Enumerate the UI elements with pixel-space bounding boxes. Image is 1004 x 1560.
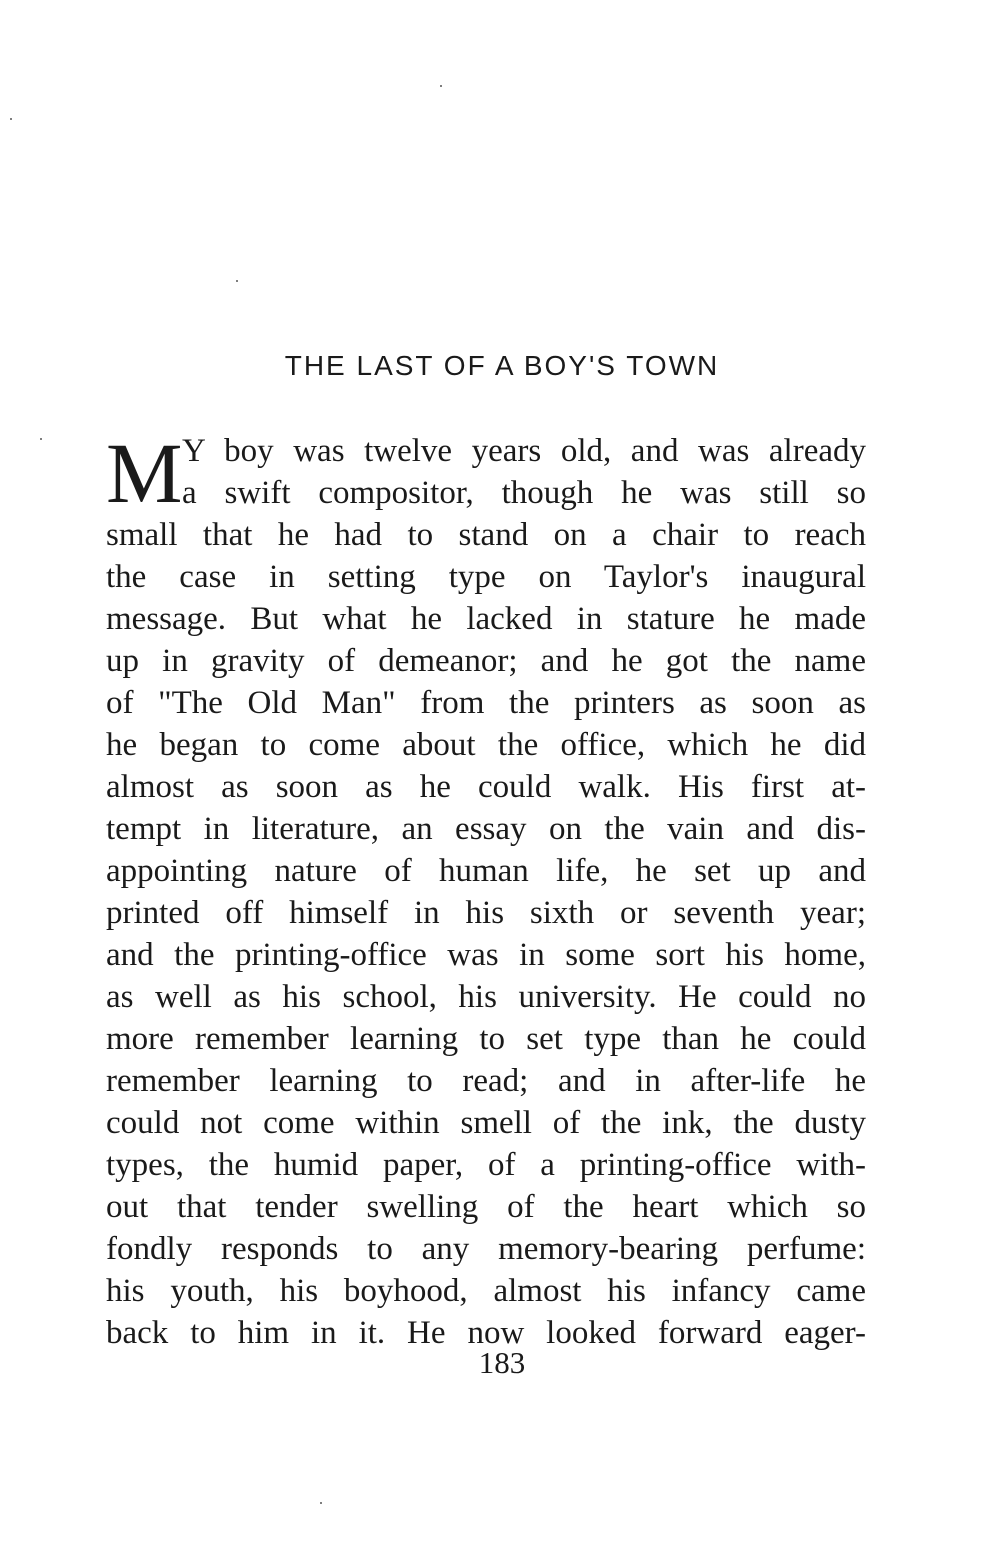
text-line: and the printing-office was in some sort his home, bbox=[106, 937, 866, 973]
chapter-title: THE LAST OF A BOY'S TOWN bbox=[284, 350, 720, 381]
text-line: Y boy was twelve years old, and was already bbox=[182, 433, 866, 469]
text-line: he began to come about the office, which he did bbox=[106, 727, 866, 763]
body-text bbox=[106, 425, 866, 1354]
text-line: almost as soon as he could walk. His first at- bbox=[106, 769, 866, 805]
text-line: appointing nature of human life, he set up and bbox=[106, 853, 866, 889]
text-line: a swift compositor, though he was still so bbox=[182, 475, 866, 511]
paper-speck bbox=[10, 118, 12, 120]
text-line: tempt in literature, an essay on the vain and dis- bbox=[106, 811, 866, 847]
text-line: could not come within smell of the ink, the dusty bbox=[106, 1105, 866, 1141]
text-line: fondly responds to any memory-bearing perfume: bbox=[106, 1231, 866, 1267]
drop-cap: M bbox=[106, 425, 183, 521]
paper-speck bbox=[440, 85, 442, 87]
text-line: up in gravity of demeanor; and he got the name bbox=[106, 643, 866, 679]
text-line: back to him in it. He now looked forward eager- bbox=[106, 1315, 866, 1351]
paper-speck bbox=[236, 280, 238, 282]
text-line: printed off himself in his sixth or seventh year; bbox=[106, 895, 866, 931]
text-line: as well as his school, his university. He could no bbox=[106, 979, 866, 1015]
paper-speck bbox=[320, 1502, 322, 1504]
text-line: message. But what he lacked in stature he made bbox=[106, 601, 866, 637]
text-line: types, the humid paper, of a printing-office with- bbox=[106, 1147, 866, 1183]
text-line: small that he had to stand on a chair to reach bbox=[106, 517, 866, 553]
text-line: remember learning to read; and in after-life he bbox=[106, 1063, 866, 1099]
text-line: of "The Old Man" from the printers as soon as bbox=[106, 685, 866, 721]
text-line: his youth, his boyhood, almost his infancy came bbox=[106, 1273, 866, 1309]
text-line: out that tender swelling of the heart which so bbox=[106, 1189, 866, 1225]
text-line: the case in setting type on Taylor's inaugural bbox=[106, 559, 866, 595]
text-line: more remember learning to set type than he could bbox=[106, 1021, 866, 1057]
page-number: 183 bbox=[478, 1345, 526, 1380]
paper-speck bbox=[40, 438, 42, 440]
